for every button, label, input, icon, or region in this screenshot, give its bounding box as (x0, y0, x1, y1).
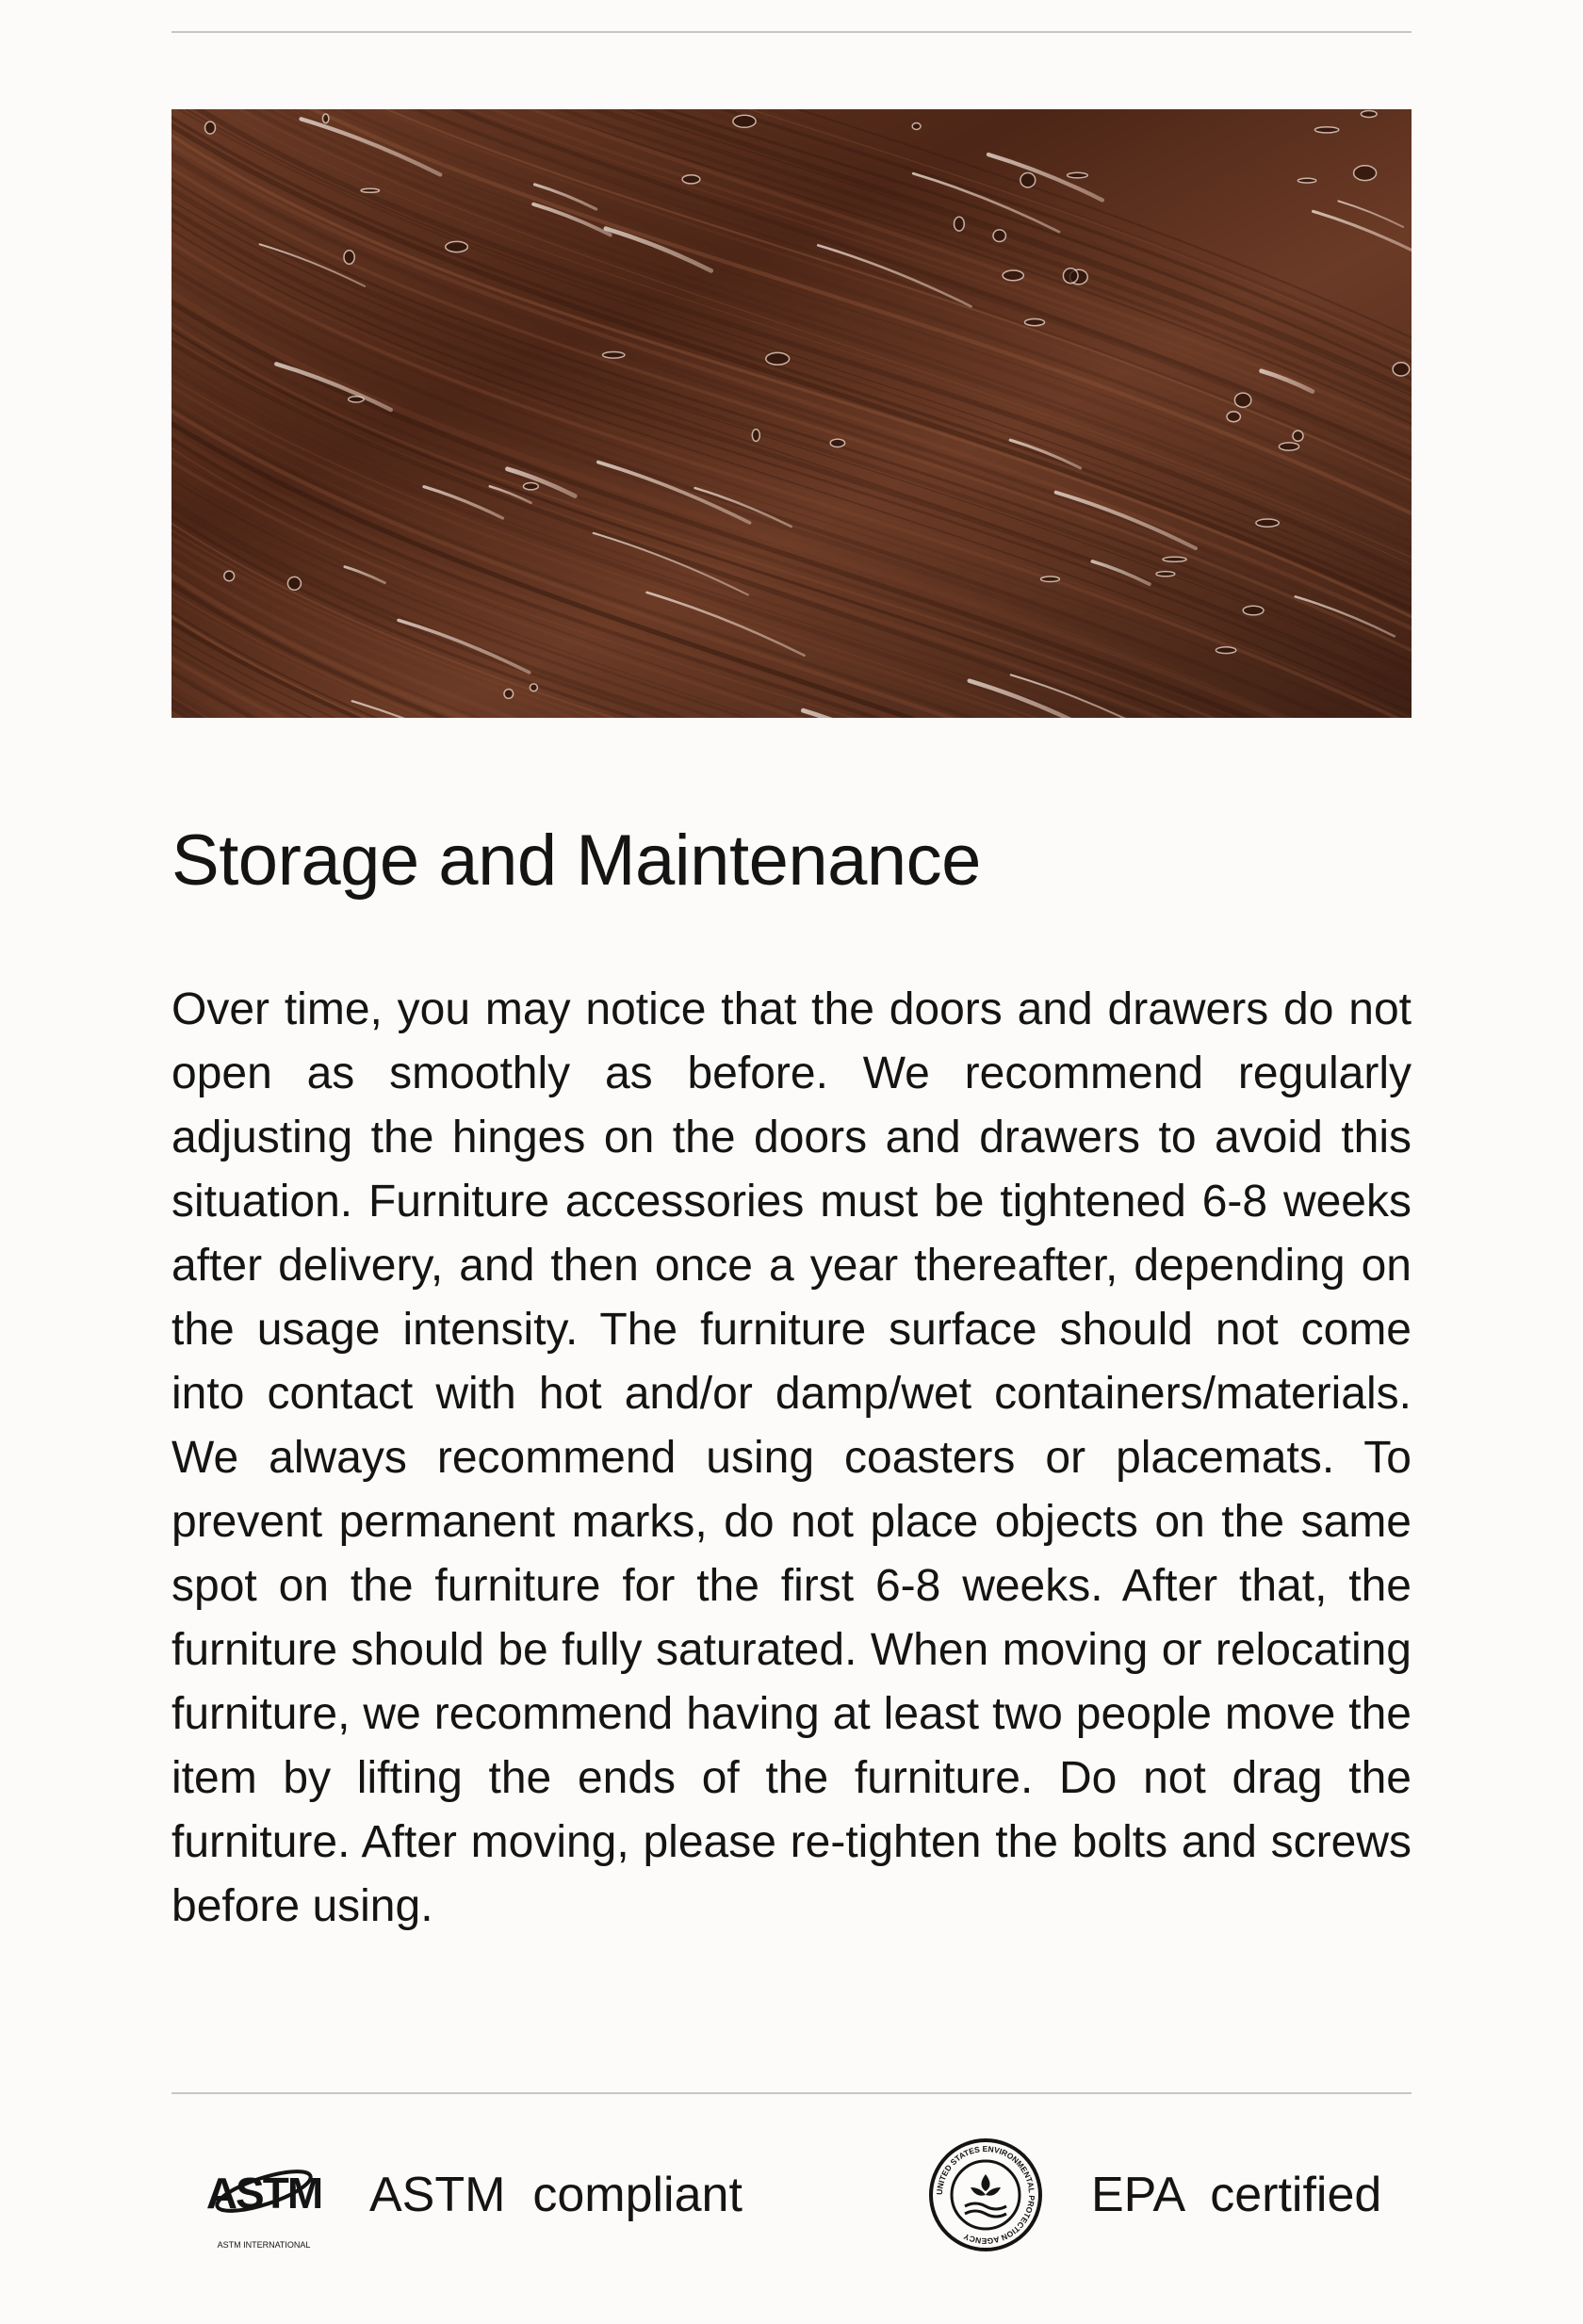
epa-seal-icon (927, 2137, 1044, 2253)
page-title: Storage and Maintenance (171, 821, 981, 901)
astm-label: ASTM compliant (369, 2168, 743, 2222)
wet-walnut-wood-photo (171, 109, 1412, 718)
bottom-divider (171, 2092, 1412, 2094)
astm-certification (205, 2134, 743, 2256)
top-divider (171, 31, 1412, 33)
epa-certification (927, 2134, 1381, 2256)
maintenance-paragraph: Over time, you may notice that the doors and drawers do not open as smoothly as before. We recommend regularly adjusting the hinges on the doors and drawers to avoid this situation. Furniture accessories must be tightened 6-8 weeks after delivery, and then once a year thereafter, depending on the usage intensity. The furniture surface should not come into contact with hot and/or damp/wet containers/materials. We always recommend using coasters or placemats. To prevent permanent marks, do not place objects on the same spot on the furniture for the first 6-8 weeks. After that, the furniture should be fully saturated. When moving or relocating furniture, we recommend having at least two people move the item by lifting the ends of the furniture. Do not drag the furniture. After moving, please re-tighten the bolts and screws before using. (171, 984, 1412, 1931)
svg-text:ASTM INTERNATIONAL: ASTM INTERNATIONAL (217, 2240, 311, 2250)
wood-surface-photo (171, 109, 1412, 718)
svg-text:ASTM: ASTM (205, 2169, 322, 2218)
astm-logo-icon (205, 2137, 322, 2253)
epa-label: EPA certified (1091, 2168, 1382, 2222)
svg-text:UNITED STATES ENVIRONMENTAL PR: UNITED STATES ENVIRONMENTAL PROTECTION AGENCY (934, 2143, 1037, 2247)
